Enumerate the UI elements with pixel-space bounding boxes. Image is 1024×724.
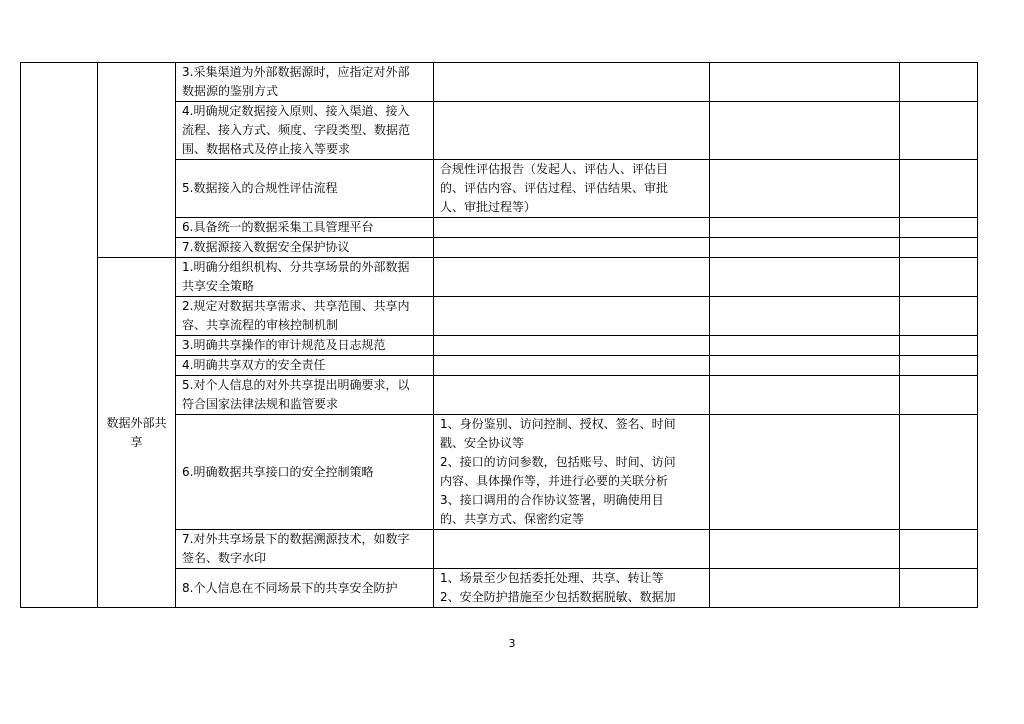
remark-cell bbox=[900, 569, 978, 608]
text-line: 2、接口的访问参数，包括账号、时间、访问 bbox=[440, 455, 676, 469]
text-line: 6.明确数据共享接口的安全控制策略 bbox=[182, 464, 374, 479]
result-cell bbox=[710, 415, 900, 530]
text-line: 3.采集渠道为外部数据源时，应指定对外部 bbox=[182, 65, 410, 79]
category-cell bbox=[21, 63, 98, 608]
result-cell bbox=[710, 63, 900, 102]
requirement-cell bbox=[176, 63, 434, 102]
requirement-cell bbox=[176, 415, 434, 530]
requirement-cell bbox=[176, 238, 434, 258]
requirements-table-body bbox=[21, 63, 978, 608]
text-line: 共享安全策略 bbox=[182, 279, 255, 293]
evidence-cell bbox=[434, 160, 710, 218]
text-line: 2.规定对数据共享需求、共享范围、共享内 bbox=[182, 299, 410, 313]
page-number: 3 bbox=[508, 637, 516, 650]
requirement-cell bbox=[176, 160, 434, 218]
remark-cell bbox=[900, 258, 978, 297]
text-line: 3.明确共享操作的审计规范及日志规范 bbox=[182, 338, 386, 352]
text-line: 签名、数字水印 bbox=[182, 551, 267, 565]
requirement-cell bbox=[176, 218, 434, 238]
text-line: 1.明确分组织机构、分共享场景的外部数据 bbox=[182, 260, 410, 274]
requirement-cell bbox=[176, 297, 434, 336]
evidence-cell bbox=[434, 336, 710, 356]
evidence-cell bbox=[434, 63, 710, 102]
text-line: 7.数据源接入数据安全保护协议 bbox=[182, 240, 350, 254]
text-line: 的、评估内容、评估过程、评估结果、审批 bbox=[440, 181, 669, 195]
requirement-cell bbox=[176, 102, 434, 160]
evidence-cell bbox=[434, 297, 710, 336]
text-line: 1、场景至少包括委托处理、共享、转让等 bbox=[440, 571, 664, 585]
text-line: 戳、安全协议等 bbox=[440, 436, 525, 450]
result-cell bbox=[710, 102, 900, 160]
evidence-cell bbox=[434, 238, 710, 258]
requirements-table bbox=[20, 62, 978, 608]
requirement-cell bbox=[176, 569, 434, 608]
evidence-cell bbox=[434, 530, 710, 569]
result-cell bbox=[710, 238, 900, 258]
text-line: 数据外部共 bbox=[106, 415, 167, 430]
remark-cell bbox=[900, 530, 978, 569]
text-line: 7.对外共享场景下的数据溯源技术，如数字 bbox=[182, 532, 410, 546]
table-row bbox=[21, 63, 978, 102]
remark-cell bbox=[900, 336, 978, 356]
remark-cell bbox=[900, 415, 978, 530]
evidence-cell bbox=[434, 102, 710, 160]
evidence-cell bbox=[434, 356, 710, 376]
text-line: 6.具备统一的数据采集工具管理平台 bbox=[182, 220, 374, 234]
text-line: 2、安全防护措施至少包括数据脱敏、数据加 bbox=[440, 590, 676, 604]
text-line: 符合国家法律法规和监管要求 bbox=[182, 397, 339, 411]
text-line: 数据源的鉴别方式 bbox=[182, 84, 279, 98]
text-line: 围、数据格式及停止接入等要求 bbox=[182, 142, 351, 156]
result-cell bbox=[710, 376, 900, 415]
text-line: 容、共享流程的审核控制机制 bbox=[182, 318, 339, 332]
table-row bbox=[21, 258, 978, 297]
text-line: 3、接口调用的合作协议签署，明确使用目 bbox=[440, 493, 664, 507]
result-cell bbox=[710, 356, 900, 376]
text-line: 8.个人信息在不同场景下的共享安全防护 bbox=[182, 580, 398, 595]
text-line: 1、身份鉴别、访问控制、授权、签名、时间 bbox=[440, 417, 676, 431]
remark-cell bbox=[900, 356, 978, 376]
evidence-cell bbox=[434, 569, 710, 608]
requirement-cell bbox=[176, 376, 434, 415]
requirement-cell bbox=[176, 530, 434, 569]
text-line: 合规性评估报告（发起人、评估人、评估目 bbox=[440, 162, 669, 176]
text-line: 5.数据接入的合规性评估流程 bbox=[182, 181, 338, 195]
result-cell bbox=[710, 160, 900, 218]
evidence-cell bbox=[434, 376, 710, 415]
subcategory-cell-previous bbox=[98, 63, 176, 258]
result-cell bbox=[710, 569, 900, 608]
requirement-cell bbox=[176, 258, 434, 297]
text-line: 内容、具体操作等，并进行必要的关联分析 bbox=[440, 474, 669, 488]
section-label-external-sharing bbox=[98, 258, 176, 608]
result-cell bbox=[710, 258, 900, 297]
remark-cell bbox=[900, 238, 978, 258]
text-line: 享 bbox=[130, 434, 143, 449]
requirement-cell bbox=[176, 336, 434, 356]
text-line: 4.明确规定数据接入原则、接入渠道、接入 bbox=[182, 104, 410, 118]
remark-cell bbox=[900, 297, 978, 336]
result-cell bbox=[710, 336, 900, 356]
result-cell bbox=[710, 297, 900, 336]
text-line: 的、共享方式、保密约定等 bbox=[440, 512, 585, 526]
remark-cell bbox=[900, 63, 978, 102]
text-line: 人、审批过程等） bbox=[440, 200, 537, 214]
result-cell bbox=[710, 530, 900, 569]
result-cell bbox=[710, 218, 900, 238]
evidence-cell bbox=[434, 415, 710, 530]
remark-cell bbox=[900, 376, 978, 415]
text-line: 4.明确共享双方的安全责任 bbox=[182, 358, 326, 372]
remark-cell bbox=[900, 218, 978, 238]
remark-cell bbox=[900, 102, 978, 160]
requirement-cell bbox=[176, 356, 434, 376]
text-line: 5.对个人信息的对外共享提出明确要求，以 bbox=[182, 378, 410, 392]
evidence-cell bbox=[434, 258, 710, 297]
remark-cell bbox=[900, 160, 978, 218]
evidence-cell bbox=[434, 218, 710, 238]
text-line: 流程、接入方式、频度、字段类型、数据范 bbox=[182, 123, 411, 137]
